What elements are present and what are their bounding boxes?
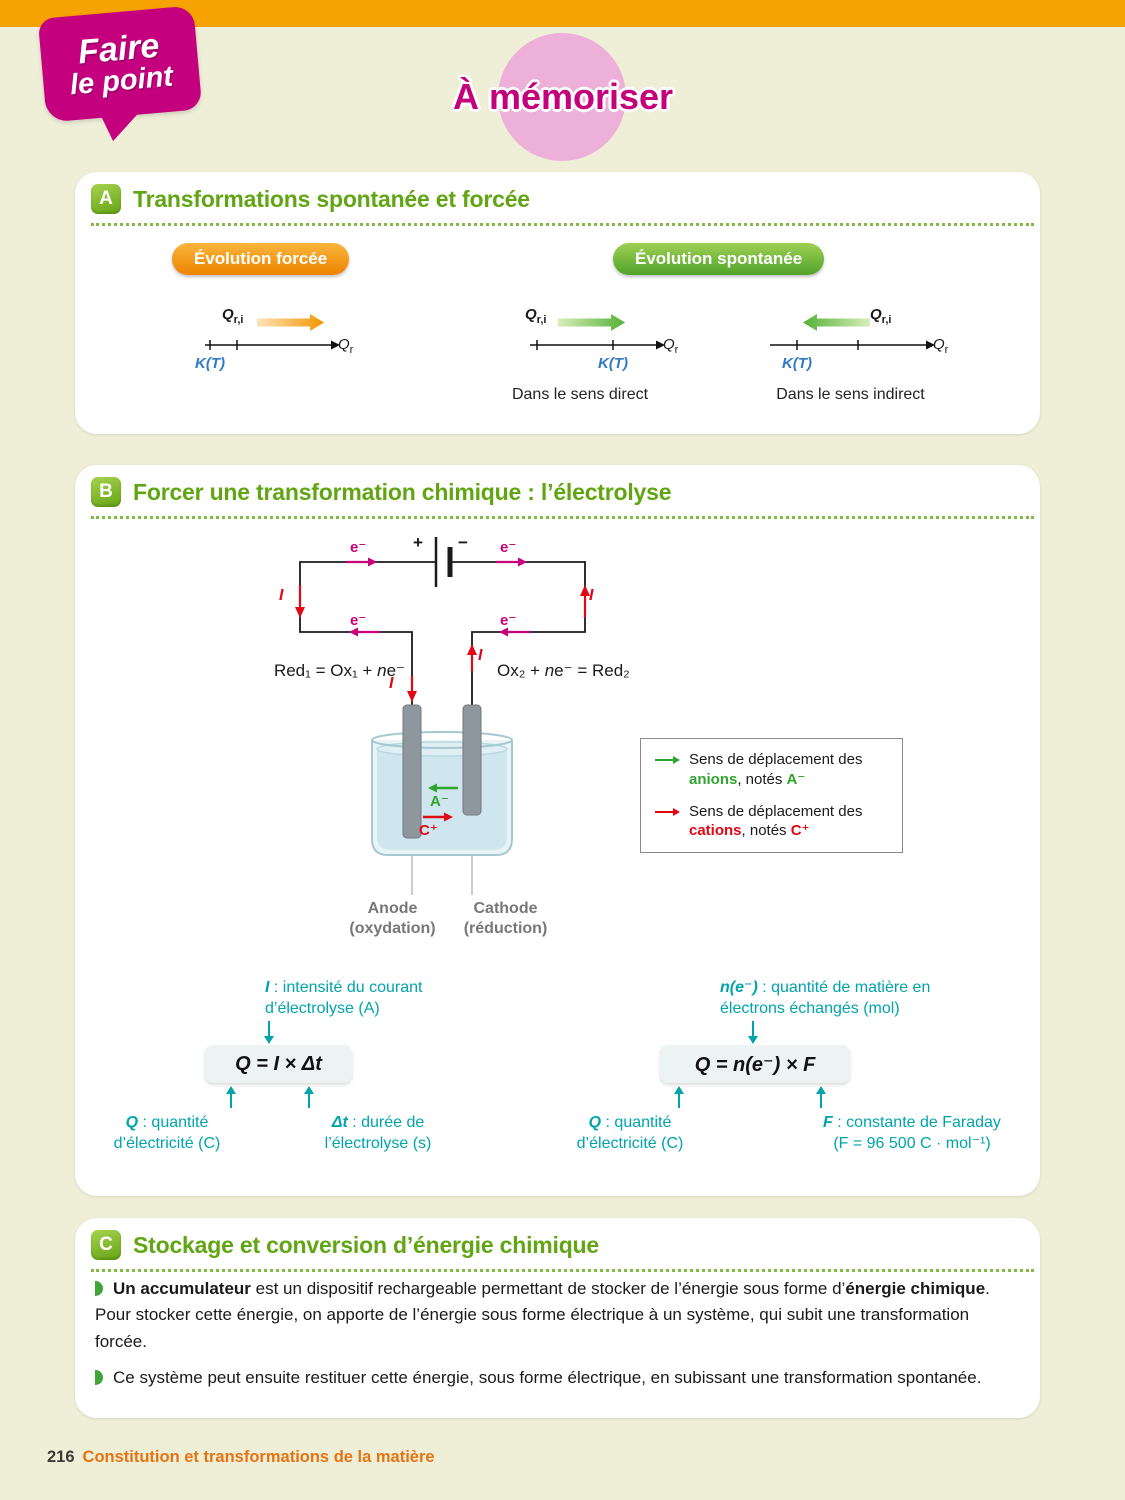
plus-sign: + <box>413 533 423 552</box>
legend-anions-row: Sens de déplacement des anions, notés A⁻ <box>653 750 890 790</box>
paragraph-accumulator: Un accumulateur est un dispositif rechargeable permettant de stocker de l’énergie sous forme d’énergie chimique. Pour stocker cette énergie, on apporte de l’énergie sous forme électrique à un système, qui subit une transformation forcée. <box>95 1279 990 1351</box>
half-equation-anode: Red₁ = Ox₁ + ne⁻ <box>273 661 405 680</box>
green-arrow-icon <box>653 754 681 766</box>
diagram-spontaneous-indirect <box>770 306 949 411</box>
anion-label: A⁻ <box>430 793 449 810</box>
electrolysis-diagram <box>225 525 725 937</box>
annotation-charge-right: Q : quantité d’électricité (C) <box>576 1114 684 1152</box>
current-arrows <box>295 585 590 702</box>
bullet-icon <box>95 1281 103 1296</box>
current-label: I <box>279 587 284 604</box>
qr-axis-label: $Q_r$ <box>338 336 354 356</box>
logo-line2: le point <box>68 60 175 101</box>
annotation-intensity: I : intensité du courant d’électrolyse (A) <box>265 979 423 1017</box>
red-arrow-icon <box>653 806 681 818</box>
anode-label: Anode (oxydation) <box>349 900 436 937</box>
section-a-badge: A <box>91 184 121 214</box>
arrow-down-icon <box>263 1021 275 1045</box>
electrolysis-circuit <box>225 525 725 925</box>
diagram-forced <box>195 306 354 411</box>
cathode-electrode <box>463 705 481 815</box>
faire-le-point-logo <box>38 5 202 122</box>
bullet-icon <box>95 1370 103 1385</box>
arrow-up-icon <box>303 1085 315 1109</box>
anode-electrode <box>403 705 421 838</box>
arrow-up-icon <box>673 1085 685 1109</box>
arrow-up-icon <box>225 1085 237 1109</box>
qri-label: $Q_{r,i}$ <box>870 306 892 326</box>
section-c-title: Stockage et conversion d’énergie chimique <box>133 1231 599 1258</box>
footer-chapter-title: Constitution et transformations de la matière <box>82 1448 435 1466</box>
electron-label: e⁻ <box>350 612 367 629</box>
page-footer <box>47 1448 435 1467</box>
cathode-label: Cathode (réduction) <box>463 900 548 937</box>
section-a-header <box>91 184 1034 226</box>
current-label: I <box>478 647 483 664</box>
pill-evolution-forcee: Évolution forcée <box>172 243 349 275</box>
annotation-electrons: n(e⁻) : quantité de matière en électrons échangés (mol) <box>720 979 931 1017</box>
qri-label: $Q_{r,i}$ <box>222 306 244 326</box>
kt-label: K(T) <box>782 355 812 372</box>
pill-evolution-spontanee: Évolution spontanée <box>613 243 824 275</box>
evolution-arrow <box>803 314 870 331</box>
formula-q-i-dt: Q = I × Δt <box>205 1045 352 1083</box>
minus-sign: − <box>458 533 468 552</box>
logo-line1: Faire <box>76 26 161 72</box>
current-label: I <box>589 587 594 604</box>
section-c-card <box>75 1218 1040 1418</box>
formula-q-nef: Q = n(e⁻) × F <box>660 1045 850 1083</box>
footer-page-number: 216 <box>47 1448 75 1466</box>
caption-direct: Dans le sens direct <box>511 386 649 403</box>
qri-label: $Q_{r,i}$ <box>525 306 547 326</box>
annotation-charge-left: Q : quantité d’électricité (C) <box>113 1114 221 1152</box>
section-c-body <box>95 1276 1015 1401</box>
qr-axis-label: $Q_r$ <box>933 336 949 356</box>
annotation-duration: Δt : durée de l’électrolyse (s) <box>324 1114 432 1152</box>
section-b-title: Forcer une transformation chimique : l’électrolyse <box>133 478 672 505</box>
electron-label: e⁻ <box>350 539 367 556</box>
cation-label: C⁺ <box>419 822 438 839</box>
section-c-header <box>91 1230 1034 1272</box>
half-equation-cathode: Ox₂ + ne⁻ = Red₂ <box>497 661 630 680</box>
section-a-title: Transformations spontanée et forcée <box>133 185 530 212</box>
kt-label: K(T) <box>598 355 628 372</box>
kt-label: K(T) <box>195 355 225 372</box>
caption-indirect: Dans le sens indirect <box>776 386 925 403</box>
electron-label: e⁻ <box>500 612 517 629</box>
diagram-spontaneous-direct <box>511 306 685 411</box>
qr-axis <box>770 306 935 356</box>
section-b-card <box>75 465 1040 1196</box>
section-a-card <box>75 172 1040 434</box>
battery <box>436 537 450 587</box>
arrow-down-icon <box>747 1021 759 1045</box>
arrow-up-icon <box>815 1085 827 1109</box>
page-title: À mémoriser <box>452 76 674 117</box>
qr-axis <box>525 306 670 356</box>
current-label: I <box>389 675 394 692</box>
qr-axis-label: $Q_r$ <box>663 336 679 356</box>
legend-cations-row: Sens de déplacement des cations, notés C⁺ <box>653 802 890 842</box>
electron-label: e⁻ <box>500 539 517 556</box>
paragraph-restitution: Ce système peut ensuite restituer cette énergie, sous forme électrique, en subissant une transformation spontanée. <box>95 1365 1015 1391</box>
section-b-header <box>91 477 1034 519</box>
section-c-badge: C <box>91 1230 121 1260</box>
annotation-faraday: F : constante de Faraday (F = 96 500 C · mol⁻¹) <box>823 1114 1001 1152</box>
legend-box <box>640 738 903 853</box>
section-b-badge: B <box>91 477 121 507</box>
evolution-arrow <box>257 314 324 331</box>
evolution-arrow <box>558 314 625 331</box>
wires <box>300 562 585 705</box>
